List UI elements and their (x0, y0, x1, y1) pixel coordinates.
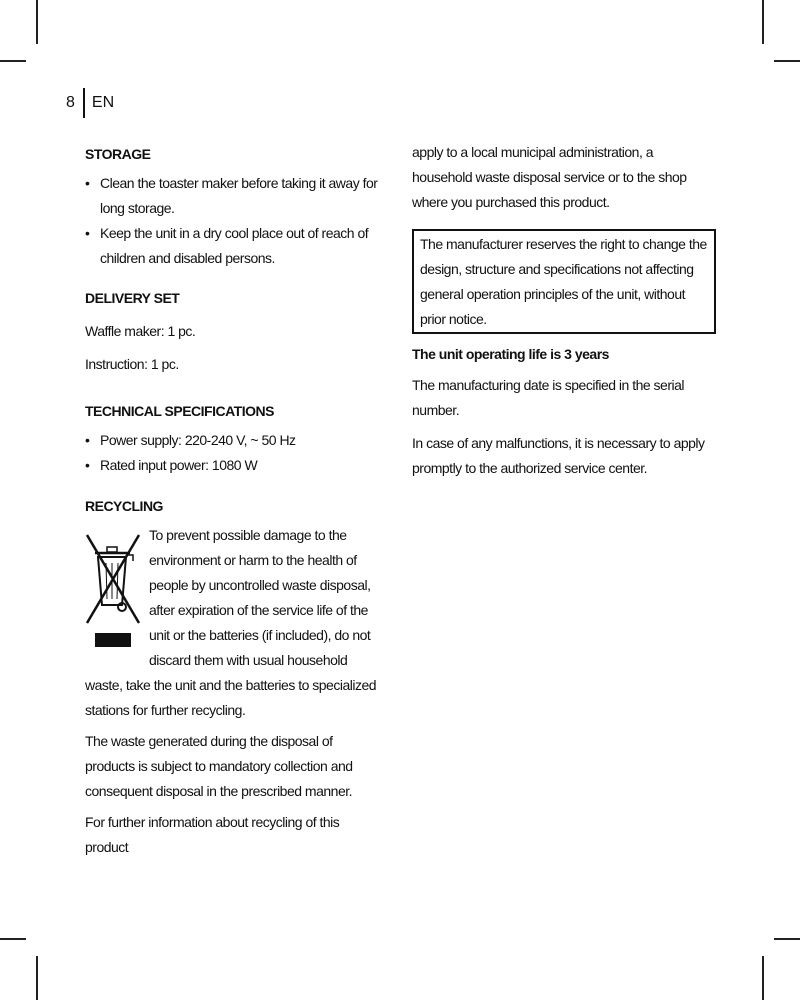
crop-mark-top-right (762, 0, 764, 44)
crop-mark-bottom-right-h (774, 938, 800, 940)
storage-list (85, 171, 385, 271)
malfunction-text: In case of any malfunctions, it is necessary to apply promptly to the authorized service center. (412, 435, 705, 476)
left-column (85, 140, 385, 860)
storage-item: • Keep the unit in a dry cool place out of reach of children and disabled persons. (85, 221, 385, 271)
crossed-out-wheelie-bin-icon (85, 527, 145, 653)
recycling-paragraph: To prevent possible damage to the environment or harm to the health of people by uncontrolled waste disposal, after expiration of the service life of the unit or the batteries (if included), do not discard them with usual household waste, take the unit and the batteries to specialized stations for further recycling. (85, 527, 377, 718)
crop-mark-top-left (36, 0, 38, 44)
recycling-block (85, 523, 385, 723)
waste-collection-paragraph: The waste generated during the disposal of products is subject to mandatory collection and consequent disposal in the prescribed manner. (85, 733, 353, 799)
manufacturer-notice: The manufacturer reserves the right to change the design, structure and specifications not affecting general operation principles of the unit, without prior notice. (420, 236, 707, 327)
recycling-continuation: apply to a local municipal administration, a household waste disposal service or to the shop where you purchased this product. (412, 144, 687, 210)
crop-mark-bottom-left-h (0, 938, 26, 940)
further-information-paragraph: For further information about recycling of this product (85, 814, 340, 855)
crop-mark-bottom-right (762, 956, 764, 1000)
header-divider (83, 88, 85, 118)
language-label: EN (91, 94, 115, 111)
recycling-heading: RECYCLING (85, 498, 163, 514)
spec-rated-power: • Rated input power: 1080 W (85, 453, 385, 478)
delivery-line-instruction: Instruction: 1 pc. (85, 356, 179, 372)
storage-item: • Clean the toaster maker before taking it away for long storage. (85, 171, 385, 221)
delivery-line-waffle-maker: Waffle maker: 1 pc. (85, 323, 196, 339)
page-number: 8 (66, 94, 75, 111)
crop-mark-top-left-h (0, 60, 26, 62)
delivery-heading: DELIVERY SET (85, 290, 180, 306)
page-header (66, 88, 114, 118)
right-column (412, 140, 716, 481)
technical-heading: TECHNICAL SPECIFICATIONS (85, 403, 274, 419)
spec-power-supply: • Power supply: 220-240 V, ~ 50 Hz (85, 428, 385, 453)
technical-list (85, 428, 385, 478)
operating-life-heading: The unit operating life is 3 years (412, 346, 609, 362)
crop-mark-top-right-h (774, 60, 800, 62)
manufacturing-date-text: The manufacturing date is specified in the serial number. (412, 377, 684, 418)
manufacturer-notice-box (412, 229, 716, 334)
crop-mark-bottom-left (36, 956, 38, 1000)
storage-heading: STORAGE (85, 146, 151, 162)
